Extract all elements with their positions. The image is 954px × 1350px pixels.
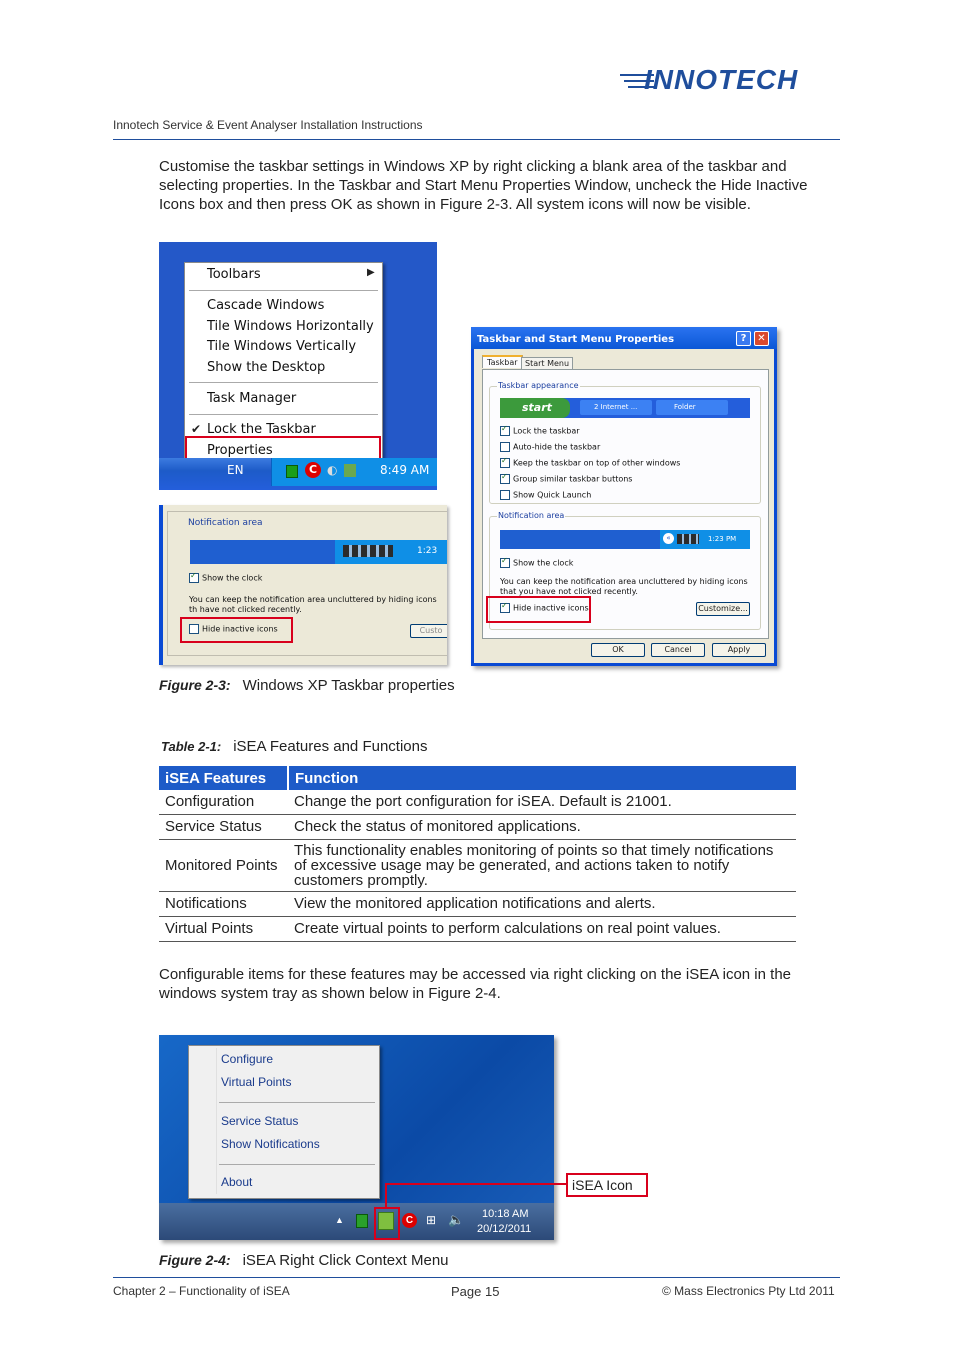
- hide-inactive-highlight-right: [486, 596, 591, 623]
- dialog-show-clock[interactable]: ✓Show the clock: [500, 558, 573, 568]
- notif-note: You can keep the notification area uncluttered by hiding icons th have not clicked recently.: [189, 595, 437, 614]
- opt-auto-hide[interactable]: Auto-hide the taskbar: [500, 442, 600, 452]
- menu-item-about[interactable]: About: [221, 1175, 253, 1189]
- table-row: [159, 917, 796, 942]
- cancel-button[interactable]: Cancel: [651, 643, 705, 657]
- tray-isea-icon[interactable]: [344, 464, 356, 477]
- notif-customize-button[interactable]: Custo: [410, 624, 447, 638]
- figure-2-4-caption: [159, 1252, 449, 1269]
- figure-2-3-text: Windows XP Taskbar properties: [242, 677, 455, 694]
- feature-cell: Monitored Points: [159, 840, 288, 892]
- notif-hide-inactive[interactable]: Hide inactive icons: [189, 624, 278, 634]
- xp-context-menu-screenshot: [159, 242, 437, 490]
- feature-cell: Service Status: [159, 815, 288, 840]
- header-features: iSEA Features: [159, 766, 288, 790]
- table-row: [159, 892, 796, 917]
- tray-green-icon[interactable]: [286, 465, 298, 478]
- menu-item-tile-h[interactable]: Tile Windows Horizontally: [207, 319, 374, 334]
- tray-green-icon[interactable]: [356, 1214, 368, 1228]
- opt-lock-taskbar[interactable]: ✓Lock the taskbar: [500, 426, 580, 436]
- opt-group-similar[interactable]: ✓Group similar taskbar buttons: [500, 474, 632, 484]
- notif-preview-bar: [190, 540, 447, 564]
- function-cell: Check the status of monitored applications.: [288, 815, 796, 840]
- tray-c-icon[interactable]: C: [305, 462, 321, 478]
- figure-2-4-label: Figure 2-4:: [159, 1252, 231, 1268]
- footer-rule: [113, 1277, 840, 1278]
- taskbar-preview: [500, 398, 750, 418]
- language-indicator[interactable]: EN: [227, 463, 244, 477]
- dialog-tray-icons: [677, 534, 699, 544]
- show-hidden-icons[interactable]: ▲: [335, 1215, 344, 1225]
- function-cell: Create virtual points to perform calculations on real point values.: [288, 917, 796, 942]
- apply-button[interactable]: Apply: [712, 643, 766, 657]
- taskbar-context-menu: [184, 262, 383, 464]
- menu-item-virtual-points[interactable]: Virtual Points: [221, 1075, 292, 1089]
- menu-item-lock-taskbar[interactable]: Lock the Taskbar: [207, 422, 316, 437]
- header-rule: [113, 139, 840, 140]
- menu-item-toolbars[interactable]: Toolbars: [207, 267, 261, 282]
- taskbar-time: 10:18 AM: [482, 1208, 529, 1220]
- table-2-1-caption: [161, 738, 427, 755]
- help-icon[interactable]: ?: [736, 331, 751, 346]
- win7-taskbar: [159, 1203, 554, 1240]
- function-cell: This functionality enables monitoring of points so that timely notifications of excessive usage may be generated, and actions taken to notify customers promptly.: [288, 840, 796, 892]
- callout-line-h: [385, 1183, 568, 1185]
- isea-context-menu: [188, 1045, 380, 1199]
- header-function: Function: [288, 766, 796, 790]
- notif-tray-icons: [343, 545, 393, 557]
- table-2-1-label: Table 2-1:: [161, 739, 222, 754]
- opt-keep-on-top[interactable]: ✓Keep the taskbar on top of other windows: [500, 458, 680, 468]
- footer-copyright: © Mass Electronics Pty Ltd 2011: [662, 1284, 835, 1298]
- function-cell: View the monitored application notifications and alerts.: [288, 892, 796, 917]
- figure-2-3-caption: [159, 677, 455, 694]
- taskbar-date: 20/12/2011: [477, 1223, 532, 1235]
- system-tray: [271, 458, 437, 486]
- features-table: [159, 766, 796, 942]
- submenu-arrow-icon: ▶: [367, 267, 375, 278]
- document-title: Innotech Service & Event Analyser Installation Instructions: [113, 118, 423, 132]
- appearance-label: Taskbar appearance: [498, 381, 579, 390]
- expand-tray-icon: «: [663, 533, 674, 544]
- tray-clock: 8:49 AM: [380, 463, 430, 477]
- menu-item-task-manager[interactable]: Task Manager: [207, 391, 297, 406]
- customize-button[interactable]: Customize...: [696, 602, 750, 616]
- innotech-logo: [620, 62, 840, 96]
- menu-item-show-notifications[interactable]: Show Notifications: [221, 1137, 320, 1151]
- callout-line-v: [385, 1183, 387, 1208]
- menu-item-service-status[interactable]: Service Status: [221, 1114, 299, 1128]
- tab-start-menu[interactable]: Start Menu: [521, 357, 573, 369]
- task-folder: Folder: [656, 400, 728, 415]
- menu-item-properties[interactable]: Properties: [207, 443, 273, 458]
- table-2-1-text: iSEA Features and Functions: [233, 738, 428, 755]
- ok-button[interactable]: OK: [591, 643, 645, 657]
- menu-item-tile-v[interactable]: Tile Windows Vertically: [207, 339, 357, 354]
- dialog-notif-preview: [500, 530, 750, 549]
- menu-item-configure[interactable]: Configure: [221, 1052, 274, 1066]
- feature-cell: Virtual Points: [159, 917, 288, 942]
- dialog-notif-label: Notification area: [498, 511, 565, 520]
- feature-cell: Notifications: [159, 892, 288, 917]
- opt-quick-launch[interactable]: Show Quick Launch: [500, 490, 591, 500]
- menu-item-show-desktop[interactable]: Show the Desktop: [207, 360, 326, 375]
- logo-text: INNOTECH: [644, 64, 799, 95]
- task-internet: 2 Internet ...: [580, 400, 652, 415]
- notif-group-label: Notification area: [188, 518, 263, 528]
- table-header-row: [159, 766, 796, 790]
- hide-inactive-highlight-left: [180, 617, 293, 643]
- menu-item-cascade[interactable]: Cascade Windows: [207, 298, 325, 313]
- tab-taskbar[interactable]: Taskbar: [482, 355, 523, 368]
- function-cell: Change the port configuration for iSEA. Default is 21001.: [288, 790, 796, 815]
- notif-show-clock[interactable]: ✓Show the clock: [189, 573, 262, 583]
- close-icon[interactable]: ✕: [754, 331, 769, 346]
- isea-icon-callout: [566, 1173, 648, 1197]
- footer-chapter: Chapter 2 – Functionality of iSEA: [113, 1284, 290, 1298]
- dialog-titlebar: [471, 327, 777, 349]
- xp-taskbar: [159, 458, 437, 490]
- figure-2-3-label: Figure 2-3:: [159, 677, 231, 693]
- dialog-hide-inactive[interactable]: ✓Hide inactive icons: [500, 603, 589, 613]
- win7-menu-screenshot: [159, 1035, 554, 1240]
- dialog-notif-clock: 1:23 PM: [708, 535, 737, 543]
- table-row: [159, 840, 796, 892]
- footer-page: Page 15: [451, 1284, 500, 1299]
- table-row: [159, 815, 796, 840]
- dialog-note: You can keep the notification area uncluttered by hiding icons that you have not clicked recently.: [500, 577, 748, 596]
- volume-icon[interactable]: 🔈: [448, 1212, 465, 1227]
- tray-c-icon[interactable]: C: [402, 1213, 417, 1228]
- config-paragraph: Configurable items for these features may be accessed via right clicking on the iSEA icon in the windows system tray as shown below in Figure 2-4.: [159, 966, 791, 1002]
- figure-2-4-text: iSEA Right Click Context Menu: [242, 1252, 449, 1269]
- network-icon[interactable]: ⊞: [426, 1213, 437, 1227]
- check-icon: ✔: [191, 422, 202, 436]
- table-row: [159, 790, 796, 815]
- tray-volume-icon[interactable]: ◐: [327, 463, 338, 477]
- callout-label: iSEA Icon: [572, 1177, 633, 1193]
- feature-cell: Configuration: [159, 790, 288, 815]
- start-button: start: [500, 398, 570, 418]
- intro-paragraph: Customise the taskbar settings in Windows XP by right clicking a blank area of the taskbar and selecting properties. In the Taskbar and Start Menu Properties Window, uncheck the Hide Inactive Icons box and then press OK as shown in Figure 2-3. All system icons will now be visible.: [159, 158, 808, 213]
- isea-icon-highlight: [374, 1207, 400, 1240]
- notif-clock: 1:23: [417, 546, 438, 556]
- dialog-title: Taskbar and Start Menu Properties: [477, 334, 675, 345]
